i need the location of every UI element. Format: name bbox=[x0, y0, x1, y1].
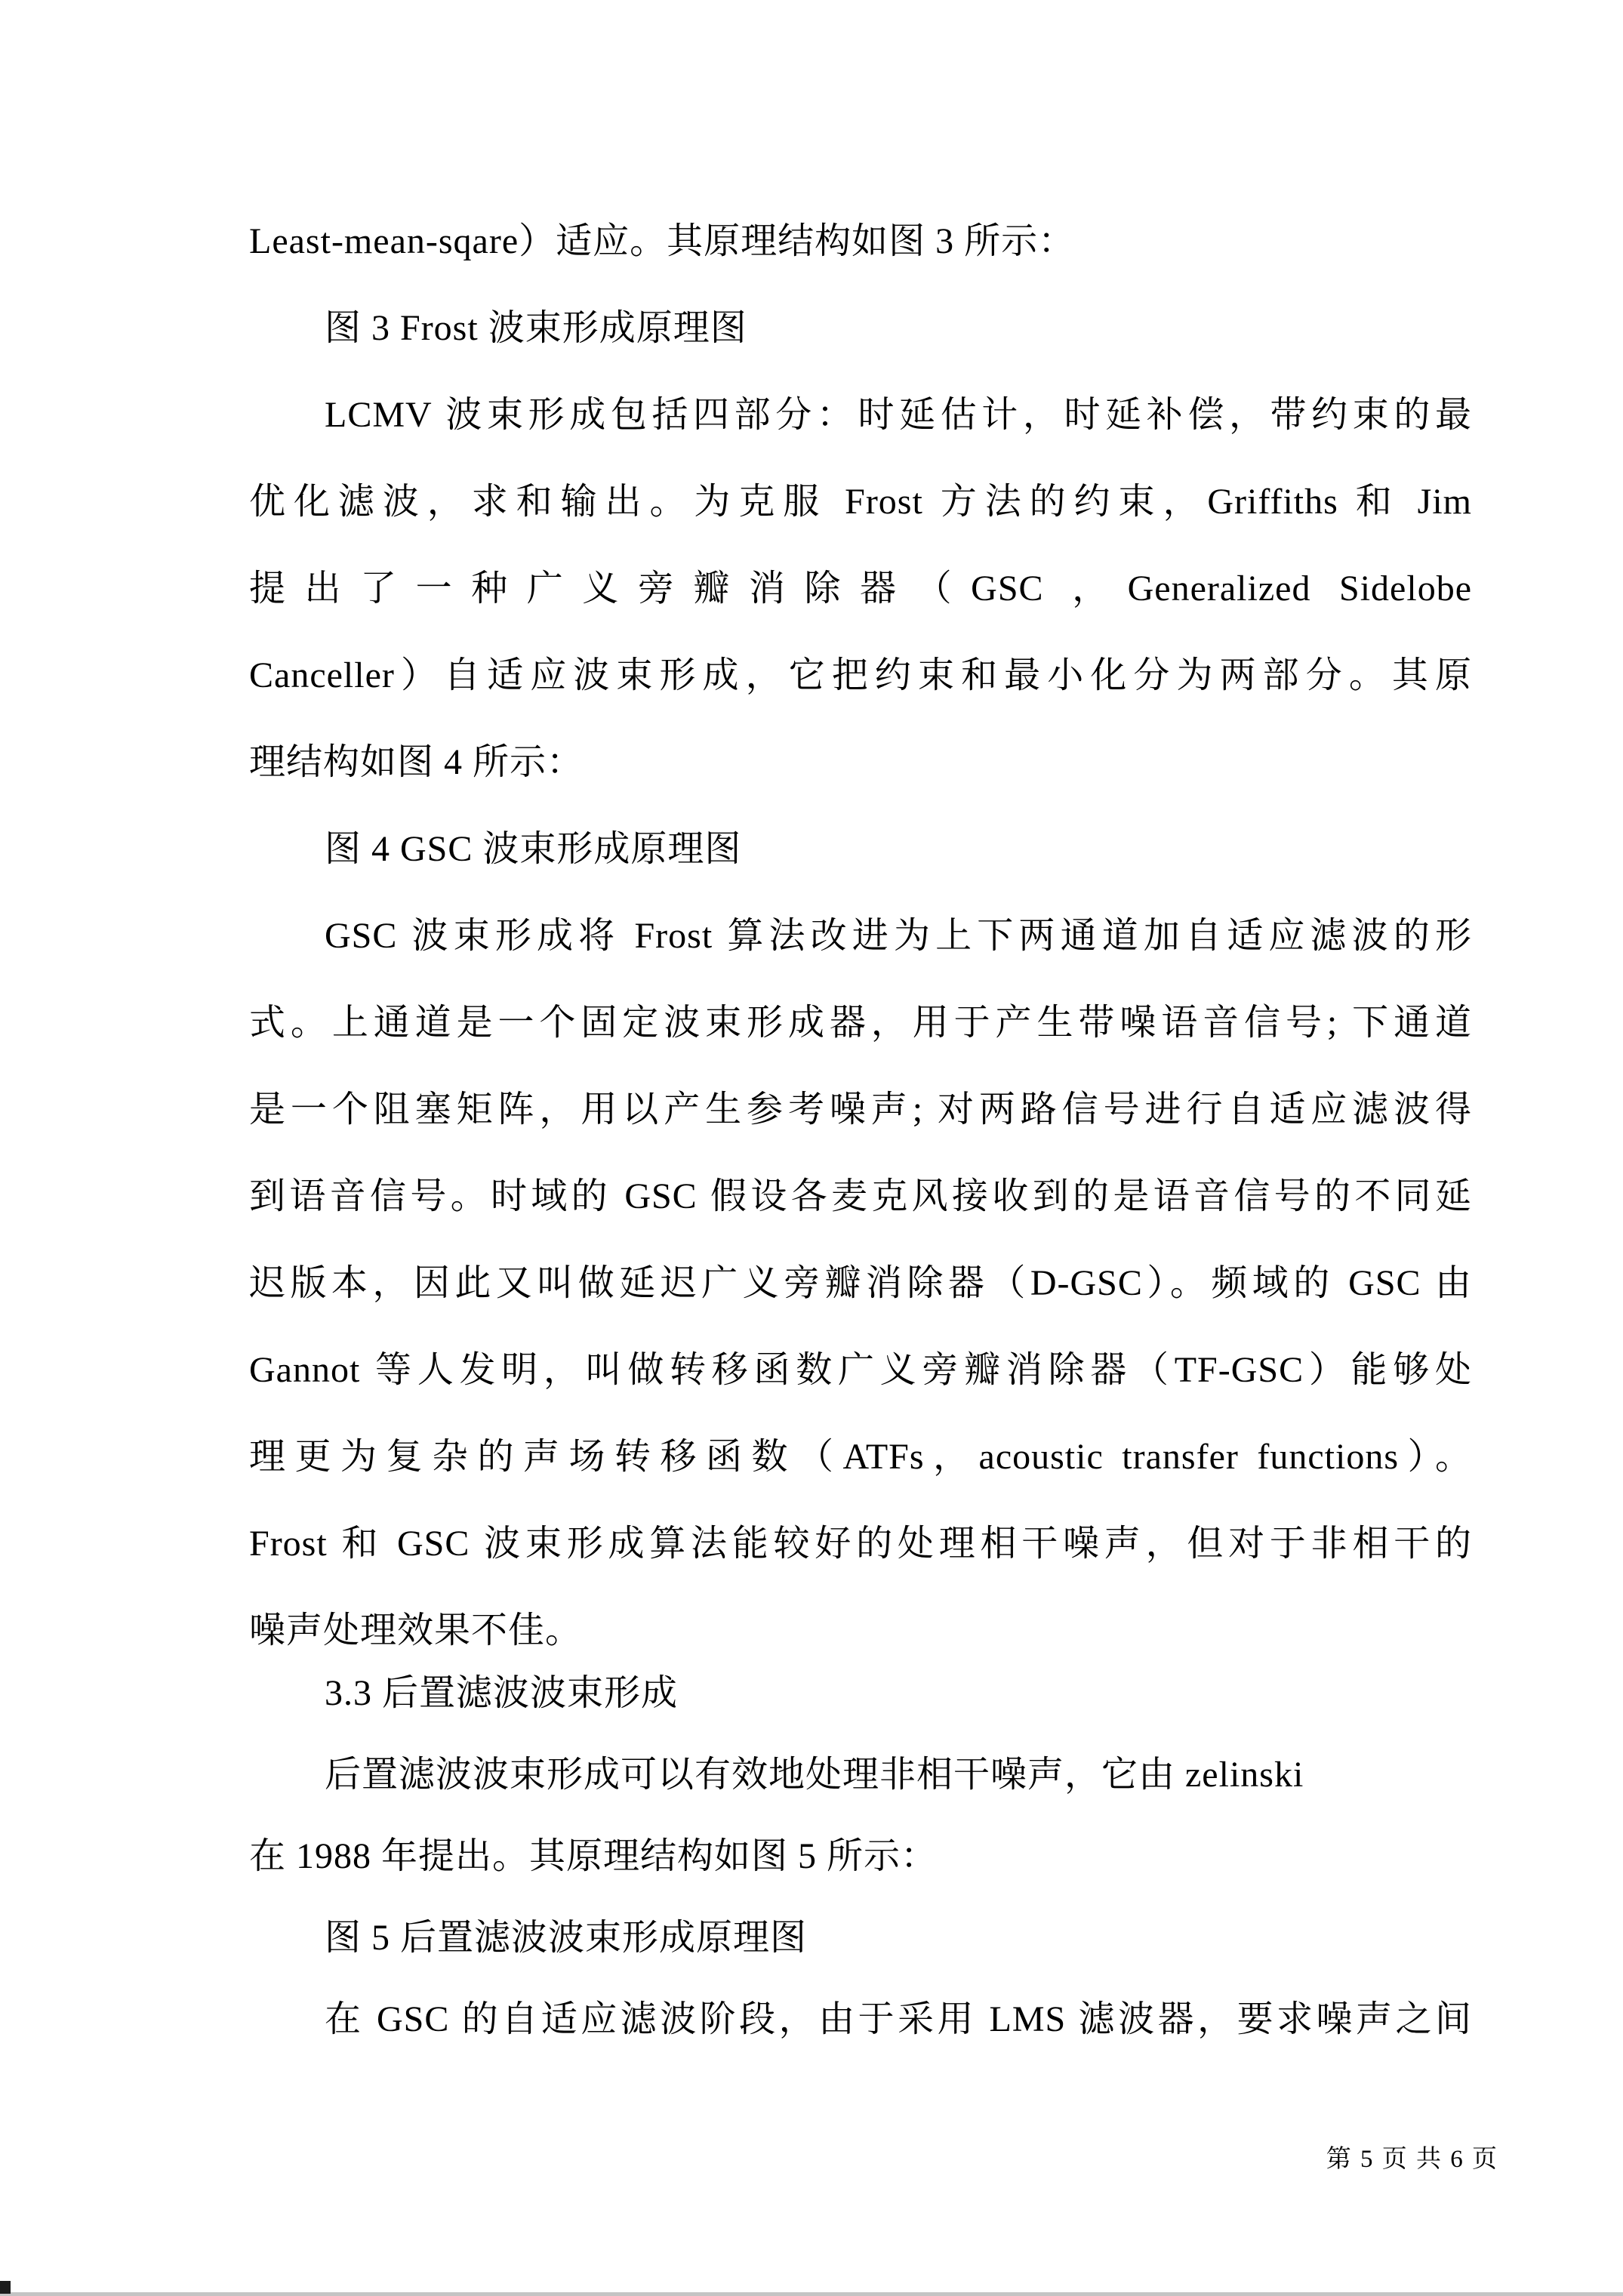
text-line: Canceller）自适应波束形成，它把约束和最小化分为两部分。其原 bbox=[249, 655, 1472, 695]
text-line: Least-mean-sqare）适应。其原理结构如图 3 所示： bbox=[249, 221, 1076, 261]
document-body bbox=[249, 0, 1472, 2060]
text-line: 在 GSC 的自适应滤波阶段，由于采用 LMS 滤波器，要求噪声之间 bbox=[325, 1999, 1472, 2039]
text-line: 提出了一种广义旁瓣消除器（GSC ，Generalized Sidelobe bbox=[249, 569, 1472, 609]
page-bottom-edge-artifact bbox=[0, 2292, 1623, 2296]
page-footer: 第 5 页 共 6 页 bbox=[1326, 2146, 1498, 2173]
text-line: 优化滤波，求和输出。为克服 Frost 方法的约束，Griffiths 和 Jim bbox=[249, 482, 1472, 522]
text-line: 噪声处理效果不佳。 bbox=[249, 1610, 583, 1650]
text-line: 是一个阻塞矩阵，用以产生参考噪声; 对两路信号进行自适应滤波得 bbox=[249, 1089, 1472, 1130]
text-line: 在 1988 年提出。其原理结构如图 5 所示： bbox=[249, 1836, 938, 1876]
text-line: 图 3 Frost 波束形成原理图 bbox=[325, 308, 747, 348]
text-line: 理结构如图 4 所示： bbox=[249, 742, 584, 782]
text-line: 3.3 后置滤波波束形成 bbox=[325, 1673, 679, 1713]
text-line: LCMV 波束形成包括四部分：时延估计，时延补偿，带约束的最 bbox=[325, 395, 1472, 435]
text-line: Gannot 等人发明，叫做转移函数广义旁瓣消除器（TF-GSC）能够处 bbox=[249, 1350, 1472, 1390]
text-line: GSC 波束形成将 Frost 算法改进为上下两通道加自适应滤波的形 bbox=[325, 916, 1472, 956]
text-line: 式。上通道是一个固定波束形成器，用于产生带噪语音信号; 下通道 bbox=[249, 1003, 1472, 1043]
text-line: 理更为复杂的声场转移函数（ATFs，acoustic transfer functions）。 bbox=[249, 1437, 1472, 1477]
text-line: 到语音信号。时域的 GSC 假设各麦克风接收到的是语音信号的不同延 bbox=[249, 1176, 1472, 1216]
text-line: 图 5 后置滤波波束形成原理图 bbox=[325, 1918, 808, 1958]
text-line: 迟版本，因此又叫做延迟广义旁瓣消除器（D-GSC）。频域的 GSC 由 bbox=[249, 1263, 1472, 1303]
page-corner-scan-artifact bbox=[0, 2281, 11, 2294]
text-line: 图 4 GSC 波束形成原理图 bbox=[325, 829, 742, 869]
text-line: Frost 和 GSC 波束形成算法能较好的处理相干噪声，但对于非相干的 bbox=[249, 1524, 1472, 1564]
text-line: 后置滤波波束形成可以有效地处理非相干噪声，它由 zelinski bbox=[325, 1755, 1304, 1795]
